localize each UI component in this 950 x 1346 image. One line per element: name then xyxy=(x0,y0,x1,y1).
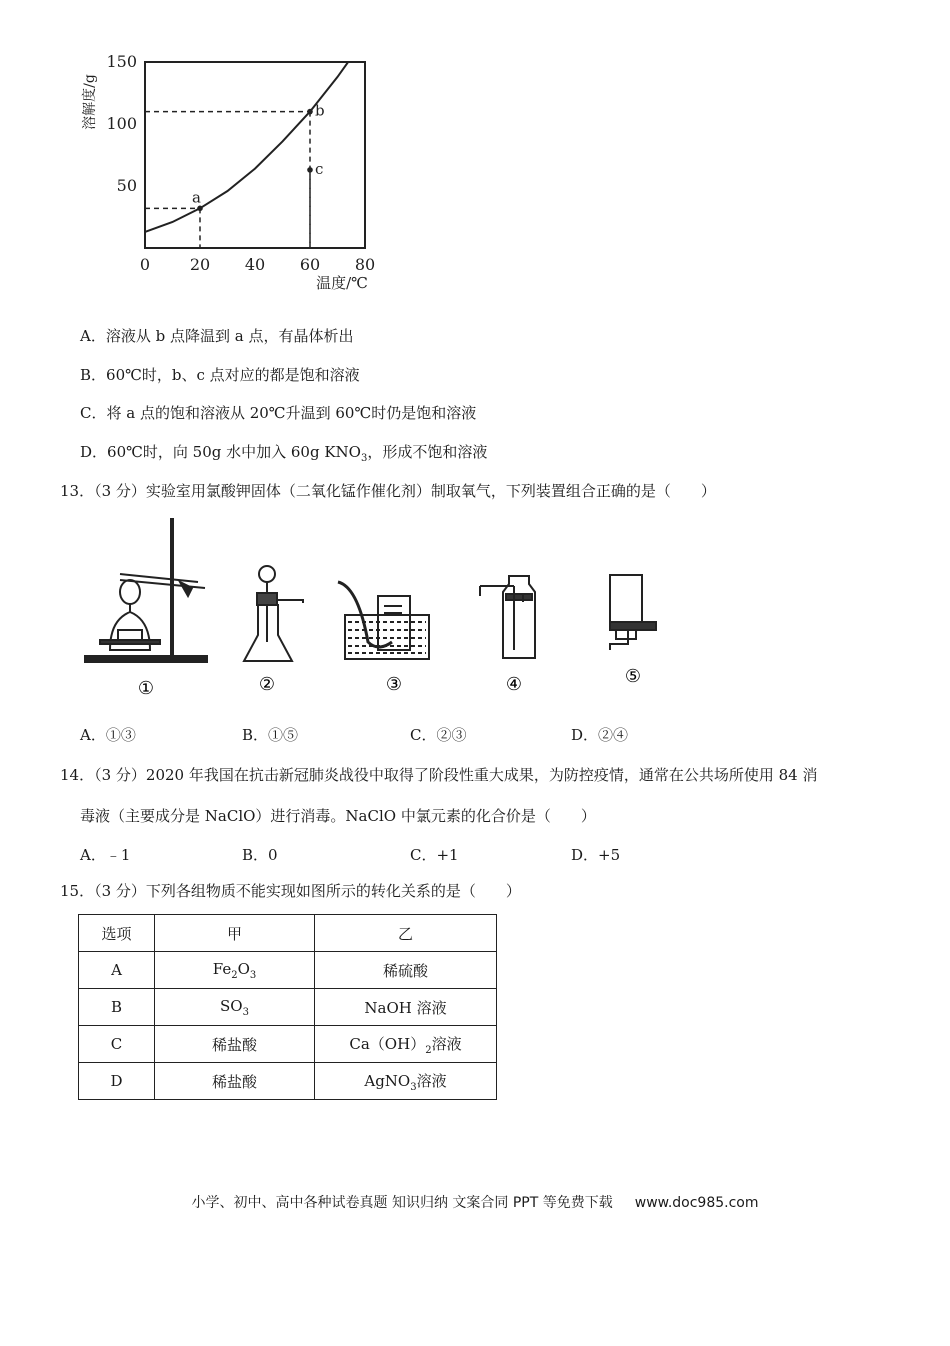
q15-row-c-yi-text: Ca（OH） xyxy=(349,1034,426,1053)
q12-option-c: C．将 a 点的饱和溶液从 20℃升温到 60℃时仍是饱和溶液 xyxy=(80,404,477,422)
q15-header-yi: 乙 xyxy=(315,915,497,952)
q15-row-c-jia: 稀盐酸 xyxy=(155,1026,315,1063)
q14-option-a: A．﹣1 xyxy=(80,846,131,864)
apparatus-label-4: ④ xyxy=(505,674,523,695)
q15-row-b-jia-sub: 3 xyxy=(242,1006,249,1018)
x-tick-label: 0 xyxy=(139,255,151,274)
q14-stem-line2: 毒液（主要成分是 NaClO）进行消毒。NaClO 中氯元素的化合价是（ ） xyxy=(80,807,596,825)
q15-row-a-jia-mid: O xyxy=(237,959,250,978)
q15-row-a-option: A xyxy=(79,952,155,989)
table-row xyxy=(79,1026,497,1063)
data-point-c xyxy=(307,167,313,173)
apparatus-label-3: ③ xyxy=(385,674,403,695)
apparatus-label-5: ⑤ xyxy=(624,666,642,687)
y-tick-label: 100 xyxy=(106,114,137,133)
q15-header-option: 选项 xyxy=(79,915,155,952)
q15-row-a-yi: 稀硫酸 xyxy=(315,952,497,989)
q15-row-b-yi: NaOH 溶液 xyxy=(315,989,497,1026)
q15-row-c-yi-tail: 溶液 xyxy=(431,1034,462,1053)
table-row xyxy=(79,952,497,989)
q15-row-a-jia-text: Fe xyxy=(212,959,232,978)
x-tick-label: 60 xyxy=(299,255,321,274)
apparatus-2-flask xyxy=(244,566,303,661)
data-point-a xyxy=(197,206,203,212)
q15-row-d-yi xyxy=(315,1063,497,1100)
apparatus-3-water-trough xyxy=(338,582,429,659)
solubility-chart xyxy=(80,50,380,300)
q12-option-d-tail: ，形成不饱和溶液 xyxy=(367,443,488,461)
y-axis-label: 溶解度/g xyxy=(82,74,98,130)
apparatus-label-1: ① xyxy=(137,678,155,699)
q14-stem-line1: 14．（3 分）2020 年我国在抗击新冠肺炎战役中取得了阶段性重大成果，为防控疫情，通常在公共场所使用 84 消 xyxy=(60,766,818,784)
q15-row-a-jia xyxy=(155,952,315,989)
q14-option-b: B．0 xyxy=(242,846,278,864)
table-row xyxy=(79,989,497,1026)
x-tick-label: 80 xyxy=(354,255,376,274)
q15-table-header xyxy=(79,915,497,952)
q12-option-d-sub: 3 xyxy=(360,453,368,464)
apparatus-svg xyxy=(80,510,680,705)
q13-option-d: D．②④ xyxy=(571,726,629,744)
x-tick-label: 20 xyxy=(189,255,211,274)
q15-row-b-jia-text: SO xyxy=(220,996,243,1015)
q15-row-c-yi-sub: 2 xyxy=(425,1044,432,1056)
q15-row-d-jia: 稀盐酸 xyxy=(155,1063,315,1100)
q13-option-c: C．②③ xyxy=(410,726,467,744)
q12-option-b: B．60℃时，b、c 点对应的都是饱和溶液 xyxy=(80,366,360,384)
q15-row-d-yi-sub: 3 xyxy=(410,1081,417,1093)
point-label-a: a xyxy=(192,188,201,207)
point-label-c: c xyxy=(315,159,324,178)
q13-option-b: B．①⑤ xyxy=(242,726,299,744)
x-tick-label: 40 xyxy=(244,255,266,274)
series-line xyxy=(145,50,365,232)
apparatus-label-2: ② xyxy=(258,674,276,695)
q15-stem: 15．（3 分）下列各组物质不能实现如图所示的转化关系的是（ ） xyxy=(60,882,521,900)
page-footer xyxy=(0,1192,950,1212)
q13-stem: 13．（3 分）实验室用氯酸钾固体（二氧化锰作催化剂）制取氧气，下列装置组合正确的是（ ） xyxy=(60,482,716,500)
q15-row-a-jia-sub1: 2 xyxy=(231,969,238,981)
footer-url[interactable]: www.doc985.com xyxy=(634,1195,759,1211)
y-tick-label: 50 xyxy=(116,176,137,195)
apparatus-4-gas-bottle xyxy=(480,576,535,658)
data-point-b xyxy=(307,109,313,115)
y-tick-label: 150 xyxy=(106,52,137,71)
lab-apparatus-figure xyxy=(80,510,680,705)
q15-table xyxy=(78,914,497,1100)
x-axis-label: 温度/℃ xyxy=(316,274,368,292)
q12-option-d xyxy=(80,441,487,464)
q12-option-d-text: D．60℃时，向 50g 水中加入 60g KNO xyxy=(80,443,361,461)
apparatus-1-heating-setup xyxy=(85,518,207,662)
q15-row-c-option: C xyxy=(79,1026,155,1063)
solubility-chart-svg xyxy=(80,50,380,300)
table-row xyxy=(79,1063,497,1100)
q15-row-d-option: D xyxy=(79,1063,155,1100)
q13-option-a: A．①③ xyxy=(80,726,136,744)
footer-text: 小学、初中、高中各种试卷真题 知识归纳 文案合同 PPT 等免费下载 xyxy=(191,1195,613,1211)
q15-row-c-yi xyxy=(315,1026,497,1063)
q15-header-jia: 甲 xyxy=(155,915,315,952)
q12-option-a: A．溶液从 b 点降温到 a 点，有晶体析出 xyxy=(80,327,354,345)
apparatus-5-inverted-bottle xyxy=(610,575,656,650)
q15-row-b-option: B xyxy=(79,989,155,1026)
q15-row-d-yi-tail: 溶液 xyxy=(416,1071,447,1090)
q15-row-b-jia xyxy=(155,989,315,1026)
q14-option-d: D．+5 xyxy=(571,846,621,864)
point-label-b: b xyxy=(315,101,325,120)
q15-row-d-yi-text: AgNO xyxy=(364,1071,411,1090)
q15-row-a-jia-sub2: 3 xyxy=(249,969,257,981)
q14-option-c: C．+1 xyxy=(410,846,459,864)
